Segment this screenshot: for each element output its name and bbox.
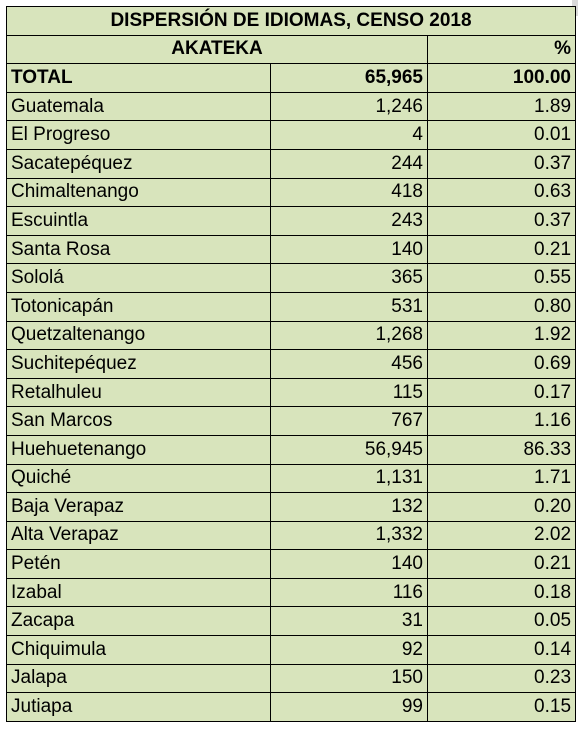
percent-header: %: [428, 35, 576, 64]
percent-value: 0.18: [428, 578, 576, 607]
speaker-count: 31: [271, 607, 428, 636]
department-name: Guatemala: [7, 92, 271, 121]
table-row: [7, 607, 576, 636]
speaker-count: 418: [271, 178, 428, 207]
speaker-count: 531: [271, 292, 428, 321]
percent-value: 2.02: [428, 521, 576, 550]
speaker-count: 1,332: [271, 521, 428, 550]
table-row: [7, 693, 576, 722]
department-name: Sacatepéquez: [7, 149, 271, 178]
percent-value: 0.37: [428, 207, 576, 236]
department-name: Escuintla: [7, 207, 271, 236]
percent-value: 0.14: [428, 636, 576, 665]
census-table: [6, 6, 576, 722]
table-row: [7, 636, 576, 665]
speaker-count: 140: [271, 235, 428, 264]
table-row: [7, 521, 576, 550]
department-name: El Progreso: [7, 121, 271, 150]
percent-value: 0.80: [428, 292, 576, 321]
percent-value: 1.89: [428, 92, 576, 121]
department-name: Jalapa: [7, 664, 271, 693]
percent-value: 0.15: [428, 693, 576, 722]
table-row: [7, 435, 576, 464]
speaker-count: 1,131: [271, 464, 428, 493]
speaker-count: 99: [271, 693, 428, 722]
total-count: 65,965: [271, 64, 428, 93]
table-row: [7, 264, 576, 293]
department-name: Alta Verapaz: [7, 521, 271, 550]
department-name: Totonicapán: [7, 292, 271, 321]
department-name: Quiché: [7, 464, 271, 493]
table-body: [7, 7, 576, 722]
speaker-count: 767: [271, 407, 428, 436]
table-row: [7, 92, 576, 121]
percent-value: 0.01: [428, 121, 576, 150]
language-header: AKATEKA: [7, 35, 428, 64]
speaker-count: 140: [271, 550, 428, 579]
total-percent: 100.00: [428, 64, 576, 93]
department-name: Sololá: [7, 264, 271, 293]
speaker-count: 150: [271, 664, 428, 693]
percent-value: 0.63: [428, 178, 576, 207]
percent-value: 1.71: [428, 464, 576, 493]
department-name: Petén: [7, 550, 271, 579]
speaker-count: 132: [271, 493, 428, 522]
speaker-count: 456: [271, 350, 428, 379]
table-row: [7, 550, 576, 579]
table-row: [7, 178, 576, 207]
table-row: [7, 464, 576, 493]
speaker-count: 244: [271, 149, 428, 178]
department-name: Retalhuleu: [7, 378, 271, 407]
total-label: TOTAL: [7, 64, 271, 93]
department-name: San Marcos: [7, 407, 271, 436]
total-row: [7, 64, 576, 93]
table-row: [7, 664, 576, 693]
percent-value: 0.17: [428, 378, 576, 407]
department-name: Chiquimula: [7, 636, 271, 665]
speaker-count: 116: [271, 578, 428, 607]
percent-value: 0.21: [428, 550, 576, 579]
percent-value: 0.55: [428, 264, 576, 293]
table-row: [7, 235, 576, 264]
table-row: [7, 407, 576, 436]
department-name: Izabal: [7, 578, 271, 607]
title-row: [7, 7, 576, 36]
percent-value: 0.05: [428, 607, 576, 636]
percent-value: 86.33: [428, 435, 576, 464]
percent-value: 0.21: [428, 235, 576, 264]
table-row: [7, 493, 576, 522]
table-row: [7, 578, 576, 607]
speaker-count: 1,268: [271, 321, 428, 350]
percent-value: 0.23: [428, 664, 576, 693]
table-row: [7, 321, 576, 350]
table-row: [7, 292, 576, 321]
department-name: Jutiapa: [7, 693, 271, 722]
department-name: Santa Rosa: [7, 235, 271, 264]
table-row: [7, 149, 576, 178]
percent-value: 0.69: [428, 350, 576, 379]
table-row: [7, 121, 576, 150]
percent-value: 0.37: [428, 149, 576, 178]
speaker-count: 56,945: [271, 435, 428, 464]
percent-value: 1.92: [428, 321, 576, 350]
table-row: [7, 378, 576, 407]
subheader-row: [7, 35, 576, 64]
speaker-count: 365: [271, 264, 428, 293]
speaker-count: 1,246: [271, 92, 428, 121]
speaker-count: 92: [271, 636, 428, 665]
percent-value: 1.16: [428, 407, 576, 436]
table-row: [7, 207, 576, 236]
table-row: [7, 350, 576, 379]
percent-value: 0.20: [428, 493, 576, 522]
department-name: Zacapa: [7, 607, 271, 636]
table-title: DISPERSIÓN DE IDIOMAS, CENSO 2018: [7, 7, 576, 36]
speaker-count: 115: [271, 378, 428, 407]
department-name: Huehuetenango: [7, 435, 271, 464]
department-name: Quetzaltenango: [7, 321, 271, 350]
department-name: Suchitepéquez: [7, 350, 271, 379]
speaker-count: 4: [271, 121, 428, 150]
department-name: Baja Verapaz: [7, 493, 271, 522]
department-name: Chimaltenango: [7, 178, 271, 207]
speaker-count: 243: [271, 207, 428, 236]
